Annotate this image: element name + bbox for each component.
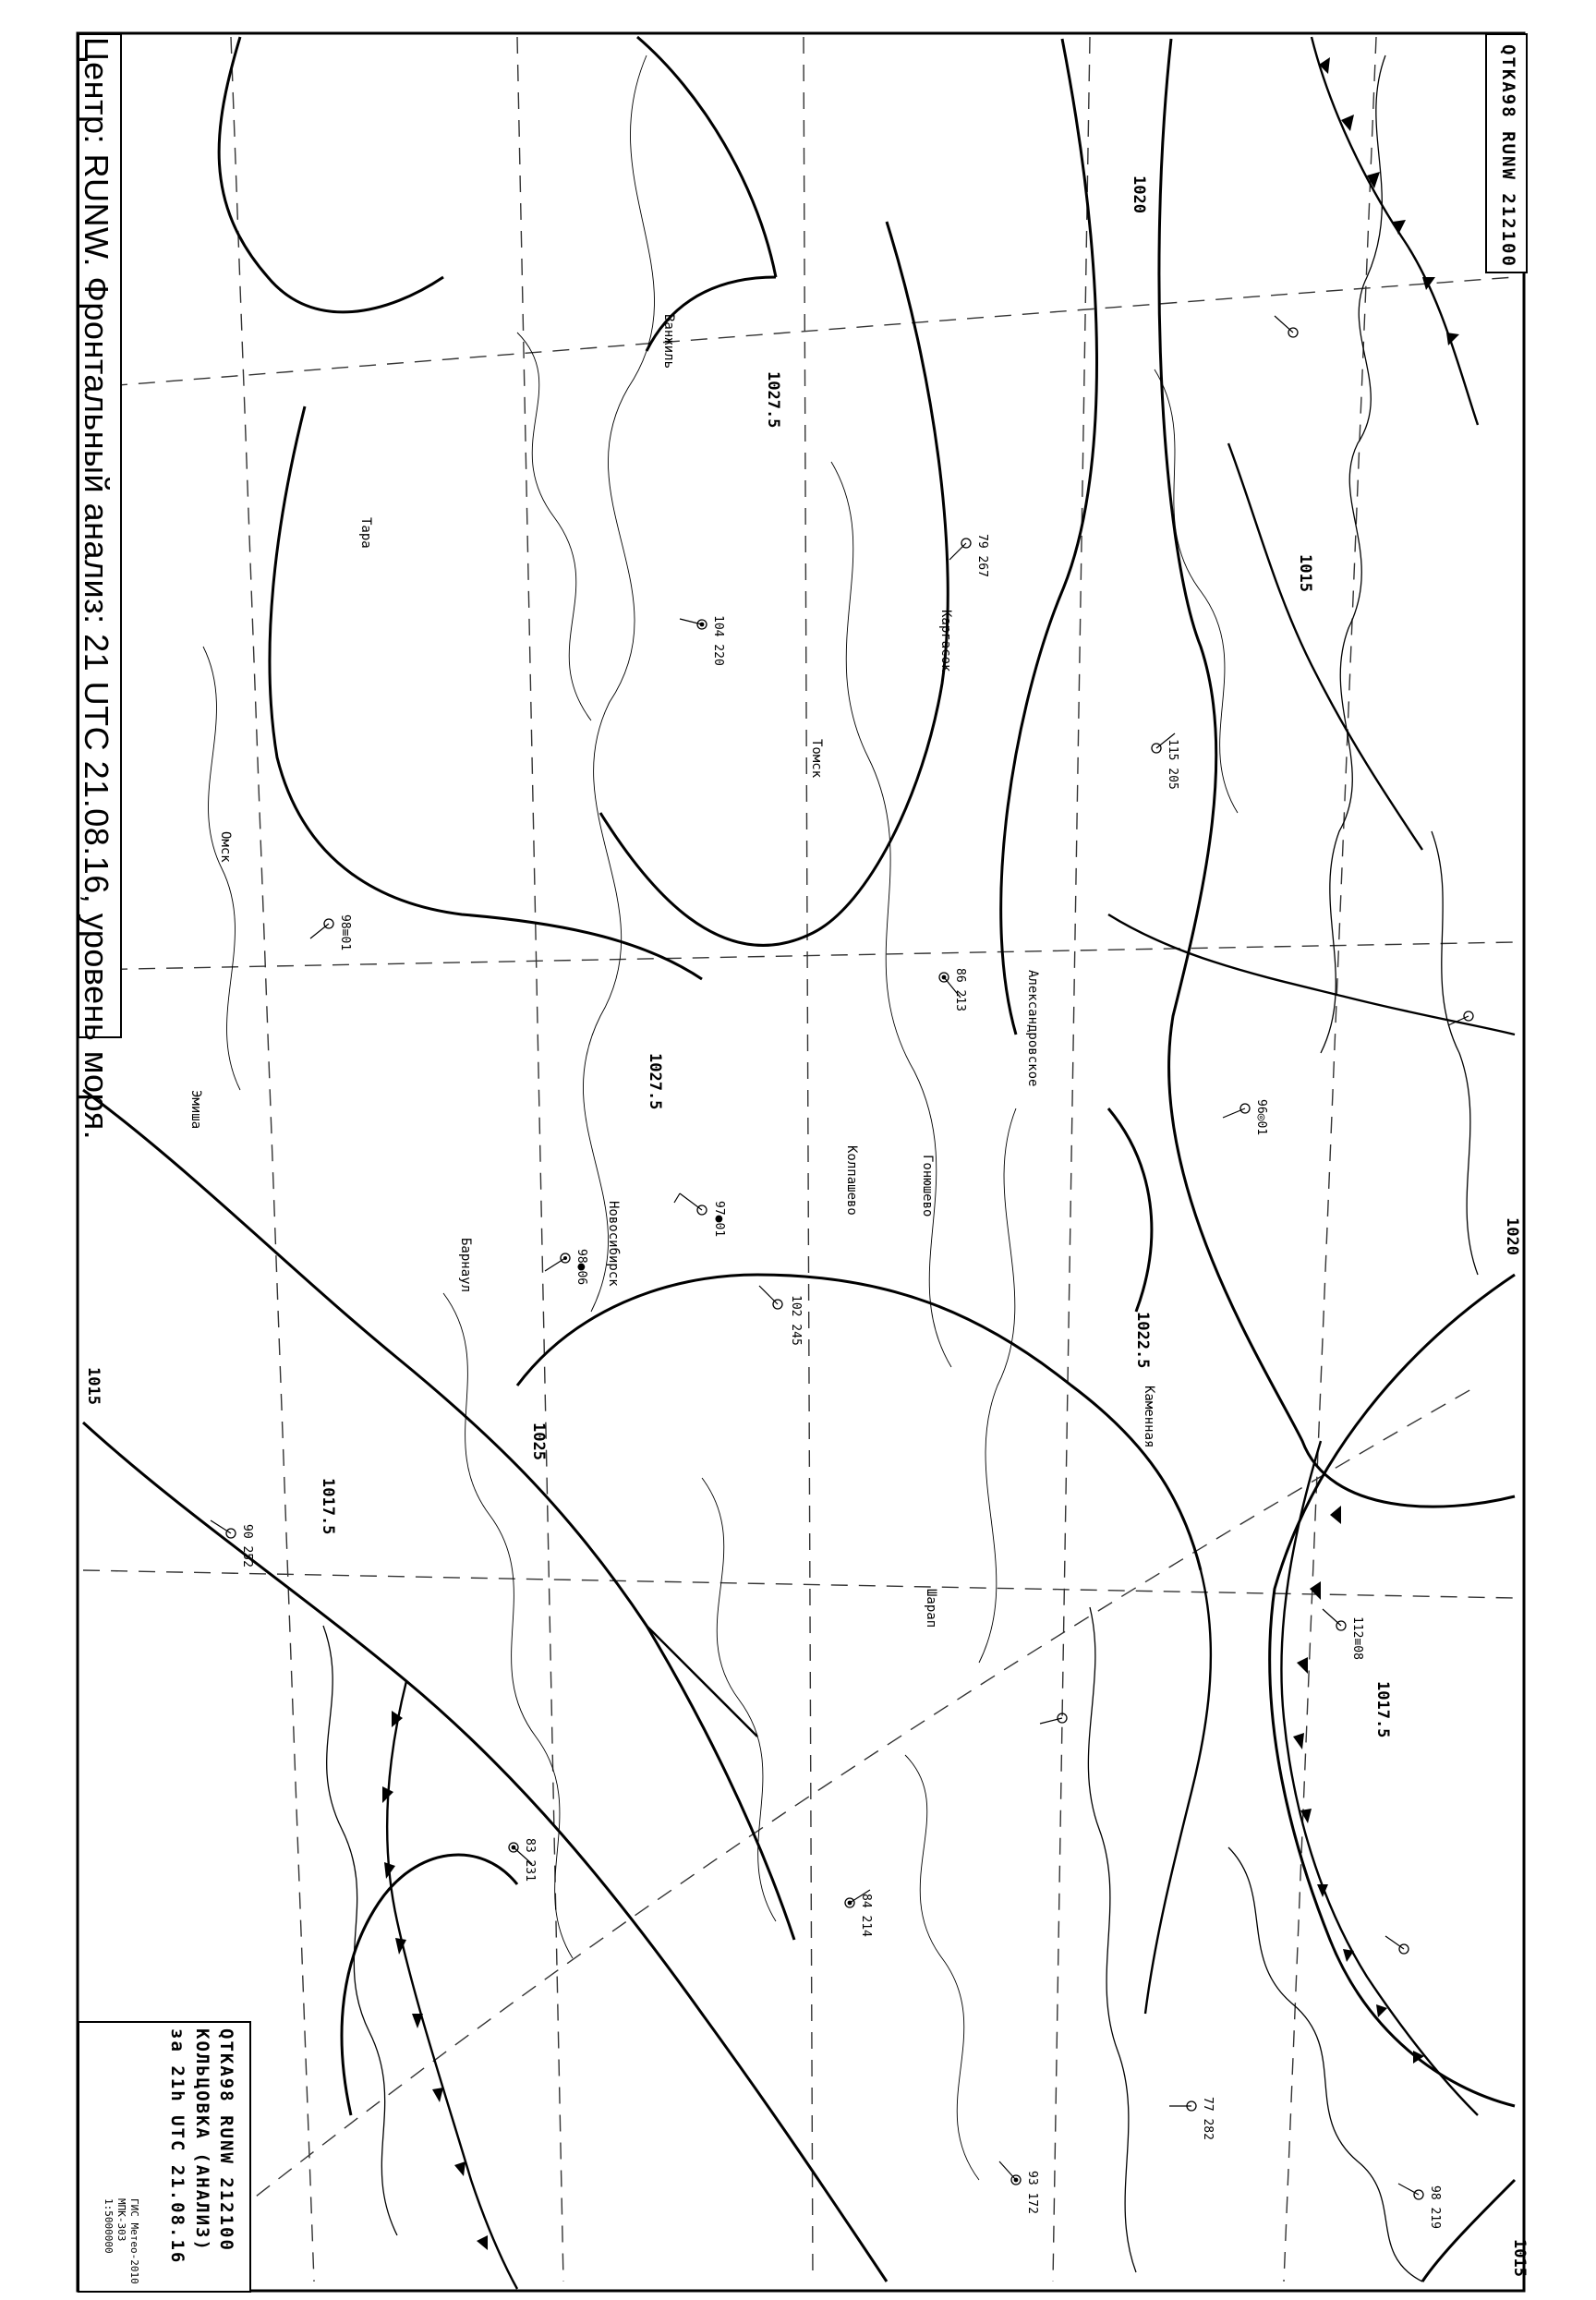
place-name: Омск: [218, 831, 233, 863]
obs-value: 84 214: [859, 1894, 873, 1937]
obs-value: 115 205: [1166, 739, 1179, 790]
isobar-label: 1027.5: [764, 371, 782, 429]
place-name: Ванжиль: [661, 314, 676, 369]
place-name: Каргасок: [938, 610, 953, 672]
obs-value: 98●06: [574, 1249, 588, 1286]
legend-line-1: QTKA98 RUNW 212100: [216, 2028, 236, 2252]
obs-value: 97●01: [712, 1201, 726, 1238]
map-title: Центр: RUNW. Фронтальный анализ: 21 UTC 21.08.16, уровень моря.: [78, 37, 115, 1141]
place-name: Эмиша: [188, 1090, 203, 1130]
isobar-label: 1015: [1510, 2239, 1529, 2277]
legend-line-2: КОЛЬЦОВКА (АНАЛИЗ): [192, 2028, 212, 2252]
obs-value: 86 213: [953, 968, 967, 1011]
place-name: Каменная: [1142, 1386, 1156, 1448]
isobar-label: 1017.5: [1373, 1681, 1392, 1738]
place-name: Шарап: [924, 1589, 938, 1628]
obs-value: 79 267: [975, 534, 989, 577]
isobar-label: 1025: [529, 1422, 548, 1460]
obs-value: 93 172: [1025, 2171, 1039, 2214]
isobar-label: 1022.5: [1133, 1312, 1152, 1369]
place-name: Барнаул: [458, 1238, 473, 1293]
isobar-label: 1015: [1296, 554, 1314, 592]
legend-line-3: за 21h UTC 21.08.16: [167, 2028, 187, 2265]
obs-value: 98 219: [1428, 2185, 1442, 2229]
isobar-label: 1020: [1130, 176, 1148, 213]
obs-value: 96◎01: [1254, 1099, 1268, 1136]
place-name: Колпашево: [844, 1145, 859, 1216]
isobar-label: 1020: [1503, 1217, 1521, 1255]
place-name: Томск: [809, 739, 824, 779]
obs-value: 90 252: [240, 1524, 254, 1568]
obs-value: 112≡08: [1350, 1616, 1364, 1660]
place-name: Гонюшево: [920, 1155, 935, 1217]
isobar-label: 1017.5: [319, 1478, 337, 1535]
legend-software: ГИС Метео-2010: [128, 2198, 140, 2284]
place-name: Александровское: [1025, 970, 1040, 1087]
obs-value: 102 245: [789, 1295, 803, 1346]
isobar-label: 1027.5: [646, 1053, 664, 1110]
legend-scale: 1:5000000: [103, 2198, 115, 2254]
obs-value: 98≡01: [338, 914, 352, 951]
legend-projection: МПК-303: [115, 2198, 127, 2242]
obs-value: 83 231: [523, 1838, 537, 1882]
place-name: Тара: [358, 517, 373, 549]
obs-value: 77 282: [1201, 2097, 1215, 2140]
isobar-label: 1015: [84, 1367, 103, 1405]
header-code: QTKA98 RUNW 212100: [1498, 44, 1518, 268]
obs-value: 104 220: [711, 615, 725, 666]
place-name: Новосибирск: [606, 1201, 621, 1287]
